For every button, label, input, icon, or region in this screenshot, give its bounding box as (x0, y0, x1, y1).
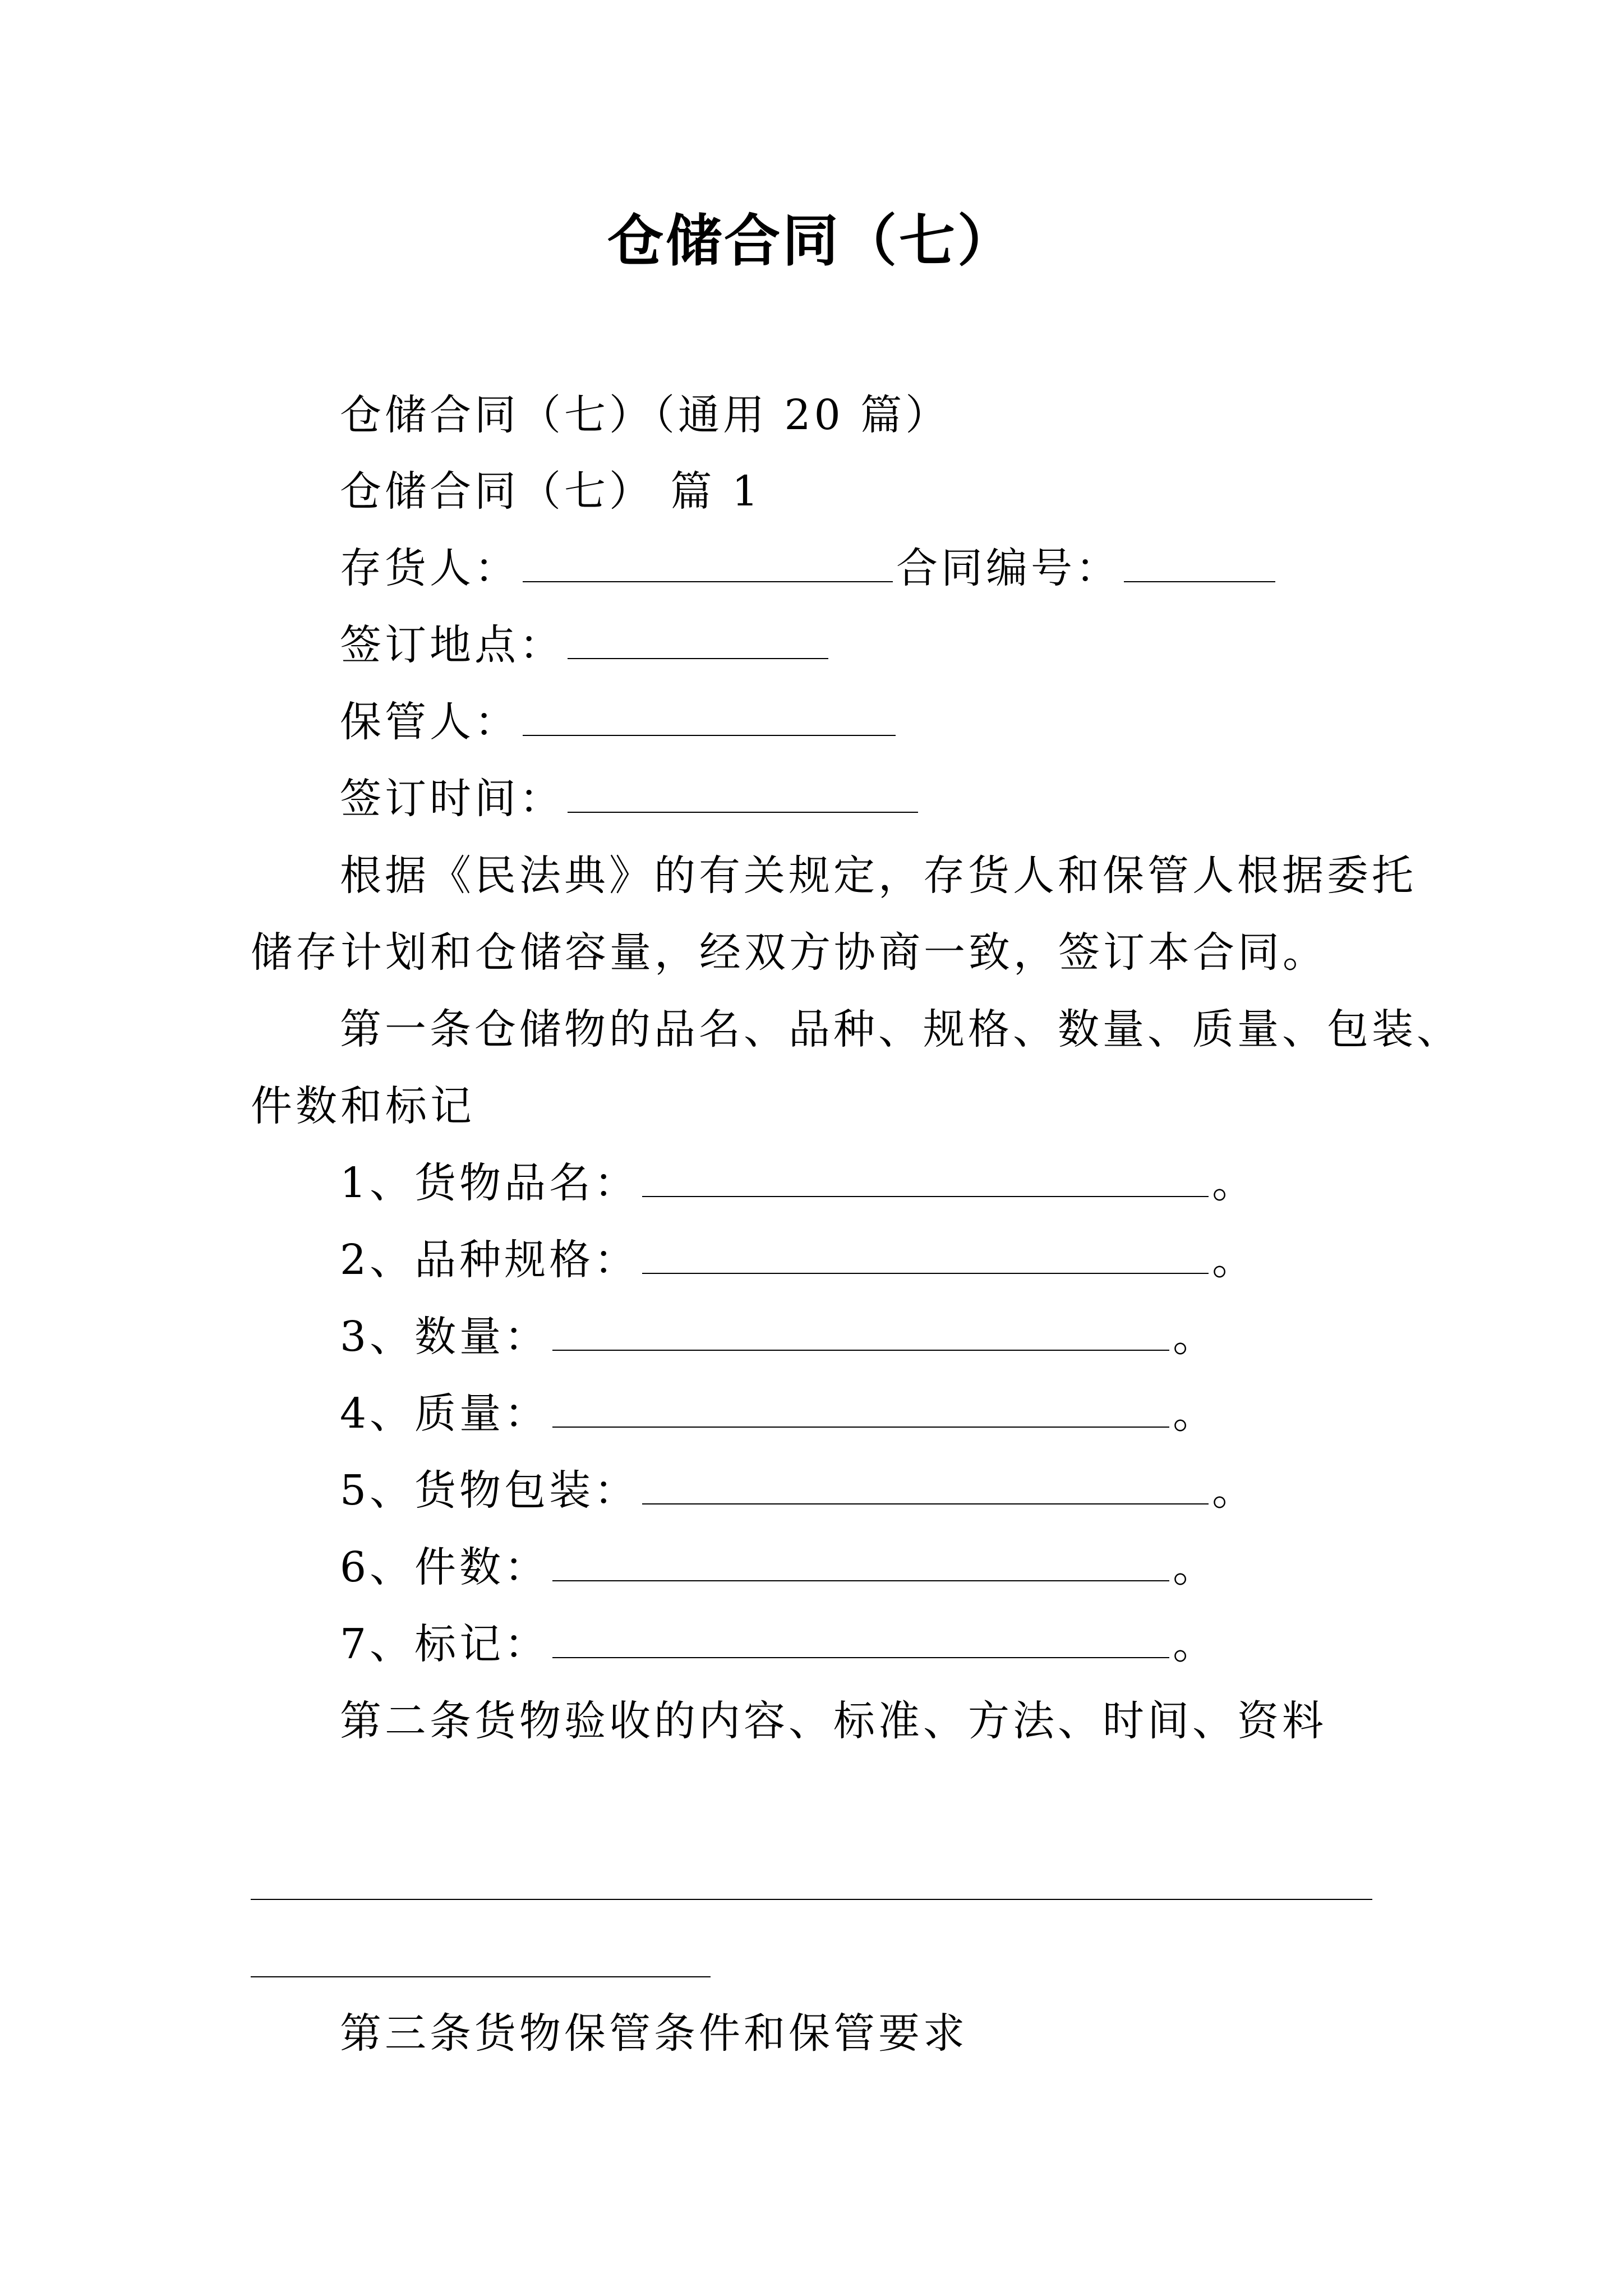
document-title: 仓储合同（七） (607, 208, 1016, 274)
packaging-blank[interactable] (642, 1465, 1209, 1504)
goods-name-blank[interactable] (642, 1158, 1209, 1197)
section-heading: 仓储合同（七） 篇 1 (340, 467, 762, 516)
item-label: 1、货物品名： (340, 1159, 639, 1207)
item-end: 。 (1212, 1466, 1257, 1515)
quality-blank[interactable] (552, 1388, 1169, 1428)
item-label: 5、货物包装： (340, 1466, 639, 1515)
contract-no-blank[interactable] (1124, 543, 1275, 582)
piece-count-blank[interactable] (552, 1542, 1169, 1581)
depositor-row (340, 540, 1279, 596)
item-packaging (340, 1462, 1257, 1519)
intro-paragraph-line2: 储存计划和仓储容量，经双方协商一致，签订本合同。 (251, 928, 1327, 977)
item-label: 3、数量： (340, 1313, 550, 1361)
item-end: 。 (1173, 1543, 1218, 1591)
item-label: 4、质量： (340, 1389, 550, 1438)
item-label: 2、品种规格： (340, 1236, 639, 1284)
item-end: 。 (1173, 1620, 1218, 1668)
article2-fill-line-1[interactable] (251, 1899, 1372, 1900)
item-end: 。 (1173, 1389, 1218, 1438)
sign-place-blank[interactable] (568, 620, 828, 659)
contract-no-label: 合同编号： (896, 544, 1121, 592)
quantity-blank[interactable] (552, 1312, 1169, 1351)
sign-place-row (340, 617, 832, 673)
sign-place-label: 签订地点： (340, 621, 564, 669)
item-label: 7、标记： (340, 1620, 550, 1668)
sign-time-label: 签订时间： (340, 775, 564, 823)
variety-spec-blank[interactable] (642, 1235, 1209, 1274)
item-variety-spec (340, 1232, 1257, 1288)
item-label: 6、件数： (340, 1543, 550, 1591)
item-end: 。 (1212, 1236, 1257, 1284)
custodian-blank[interactable] (523, 697, 896, 736)
item-marking (340, 1616, 1218, 1672)
sign-time-blank[interactable] (568, 774, 918, 813)
custodian-row (340, 694, 899, 750)
document-subtitle: 仓储合同（七）（通用 20 篇） (340, 391, 951, 439)
item-goods-name (340, 1155, 1257, 1211)
item-end: 。 (1173, 1313, 1218, 1361)
depositor-blank[interactable] (523, 543, 893, 582)
article3-heading: 第三条货物保管条件和保管要求 (340, 2009, 968, 2058)
sign-time-row (340, 771, 921, 827)
article2-heading: 第二条货物验收的内容、标准、方法、时间、资料 (340, 1697, 1327, 1745)
item-end: 。 (1212, 1159, 1257, 1207)
depositor-label: 存货人： (340, 544, 519, 592)
marking-blank[interactable] (552, 1619, 1169, 1658)
item-piece-count (340, 1539, 1218, 1595)
article1-heading-line2: 件数和标记 (251, 1082, 475, 1130)
custodian-label: 保管人： (340, 698, 519, 746)
intro-paragraph-line1: 根据《民法典》的有关规定，存货人和保管人根据委托 (340, 852, 1417, 900)
article1-heading-line1: 第一条仓储物的品名、品种、规格、数量、质量、包装、 (340, 1005, 1461, 1053)
article2-fill-line-2[interactable] (251, 1976, 711, 1977)
item-quality (340, 1386, 1218, 1442)
item-quantity (340, 1309, 1218, 1365)
